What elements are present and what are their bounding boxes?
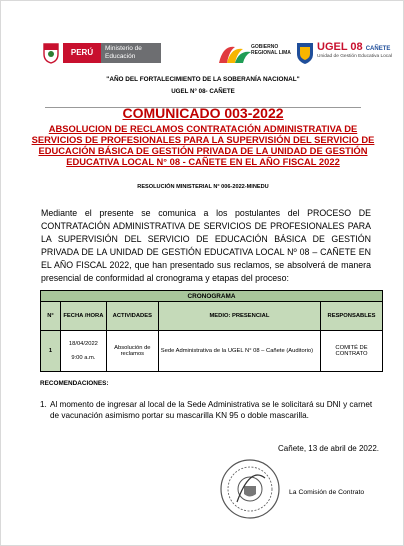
ugel-shield-icon xyxy=(295,41,315,65)
gobierno-regional-logo-icon xyxy=(217,41,253,65)
header-fecha: FECHA /HORA xyxy=(60,302,106,331)
body-paragraph: Mediante el presente se comunica a los postulantes del PROCESO DE CONTRATACIÓN ADMINISTRATIVA DE SERVICIOS DE PROFESIONALES PARA LA SUPERVISIÓN DEL SERVICIO DE EDUCACIÓN BÁSICA DE GESTIÓN PRIVADA DE LA UNIDAD DE GESTIÓN EDUCATIVA LOCAL Nº 08 – CAÑETE EN EL AÑO FISCAL 2022, que han presentado sus reclamos, se absolverá de manera presencial de conformidad al cronograma y etapas del proceso: xyxy=(41,208,371,283)
comunicado-subject: ABSOLUCION DE RECLAMOS CONTRATACIÓN ADMINISTRATIVA DE SERVICIOS DE PROFESIONALES PARA LA SUPERVISIÓN DEL SERVICIO DE EDUCACIÓN BÁSICA DE GESTIÓN PRIVADA DE LA UNIDAD DE GESTIÓN EDUCATIVA LOCAL N° 08 - CAÑETE EN EL AÑO FISCAL 2022 xyxy=(31,123,375,167)
row-responsible: COMITÉ DE CONTRATO xyxy=(321,331,383,372)
signer-name: La Comisión de Contrato xyxy=(289,489,365,496)
row-time: 9:00 a.m. xyxy=(71,355,96,361)
ugel-brand-subtitle: Unidad de Gestión Educativa Local xyxy=(317,54,392,59)
closing-date: Cañete, 13 de abril de 2022. xyxy=(278,444,379,453)
header-logos xyxy=(41,41,392,67)
resolution-reference: RESOLUCIÓN MINISTERIAL N° 006-2022-MINEDU xyxy=(137,184,269,190)
header-actividades: ACTIVIDADES xyxy=(106,302,158,331)
cronograma-table xyxy=(40,290,383,372)
row-date-time xyxy=(60,331,106,372)
row-medio: Sede Administrativa de la UGEL N° 08 – Cañete (Auditorio) xyxy=(158,331,320,372)
recommendation-number: 1. xyxy=(40,400,47,409)
ministry-label: Ministerio de Educación xyxy=(101,43,161,63)
ugel-brand-place: CAÑETE xyxy=(365,46,391,52)
peru-coat-of-arms-icon xyxy=(41,42,61,64)
table-header-row xyxy=(41,302,383,331)
year-title: "AÑO DEL FORTALECIMIENTO DE LA SOBERANÍA NACIONAL" xyxy=(106,76,300,83)
ugel-line: UGEL N° 08- CAÑETE xyxy=(171,88,235,95)
row-date: 18/04/2022 xyxy=(68,341,98,347)
recommendations-title: RECOMENDACIONES: xyxy=(40,380,109,387)
table-row xyxy=(41,331,383,372)
recommendation-text: Al momento de ingresar al local de la Sede Administrativa se le solicitará su DNI y carnet de vacunación asimismo portar su mascarilla KN 95 o doble mascarilla. xyxy=(50,400,373,420)
row-activity: Absolución de reclamos xyxy=(106,331,158,372)
gobierno-regional-label: GOBIERNO REGIONAL LIMA xyxy=(251,44,291,56)
recommendation-item xyxy=(40,399,376,421)
cronograma-caption: CRONOGRAMA xyxy=(41,291,383,302)
row-num: 1 xyxy=(41,331,61,372)
header-num: N° xyxy=(41,302,61,331)
ugel-brand-label: UGEL 08 xyxy=(317,41,363,53)
header-medio: MEDIO: PRESENCIAL xyxy=(158,302,320,331)
official-seal-icon xyxy=(219,458,281,520)
peru-label: PERÚ xyxy=(63,43,101,63)
ugel-brand xyxy=(317,41,390,53)
comunicado-title: COMUNICADO 003-2022 xyxy=(122,105,284,121)
header-responsables: RESPONSABLES xyxy=(321,302,383,331)
